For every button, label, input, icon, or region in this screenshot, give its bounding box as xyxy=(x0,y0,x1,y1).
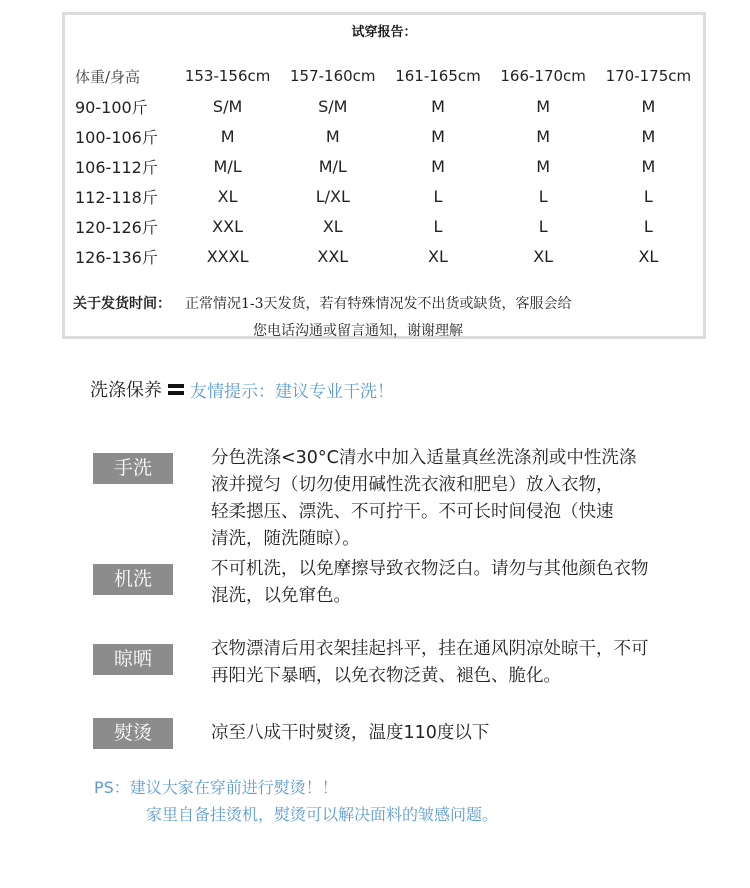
weight-cell: 126-136斤 xyxy=(75,247,158,267)
care-description xyxy=(211,556,731,610)
care-header xyxy=(90,376,394,402)
height-header: 161-165cm xyxy=(395,67,481,85)
size-cell: M xyxy=(641,156,656,176)
size-cell: M xyxy=(431,156,445,176)
size-cell: XXL xyxy=(212,216,244,236)
size-cell: M xyxy=(431,126,445,146)
size-cell: XL xyxy=(533,246,554,266)
care-title: 洗涤保养 xyxy=(90,380,162,401)
size-cell: M/L xyxy=(318,156,347,176)
care-line: 混洗，以免窜色。 xyxy=(211,586,351,606)
shipping-label: 关于发货时间： xyxy=(73,296,171,312)
care-description xyxy=(211,720,731,747)
corner-header: 体重/身高 xyxy=(75,67,141,86)
shipping-line-1: 正常情况1-3天发货，若有特殊情况发不出货或缺货，客服会给 xyxy=(185,296,572,312)
weight-cell: 120-126斤 xyxy=(75,217,158,237)
size-cell: M xyxy=(431,96,445,116)
care-line: 清洗，随洗随晾）。 xyxy=(211,529,360,549)
care-description xyxy=(211,636,731,690)
equals-icon xyxy=(168,381,184,398)
size-chart-table xyxy=(71,61,701,271)
weight-cell: 112-118斤 xyxy=(75,187,158,207)
size-cell: L/XL xyxy=(315,186,350,206)
height-header: 166-170cm xyxy=(500,67,586,85)
ps-line-1: PS：建议大家在穿前进行熨烫！！ xyxy=(94,778,338,797)
size-cell: M xyxy=(220,126,235,146)
size-cell: M xyxy=(641,126,656,146)
care-line: 液并搅匀（切勿使用碱性洗衣液和肥皂）放入衣物， xyxy=(211,475,614,495)
size-cell: M xyxy=(536,156,551,176)
size-cell: L xyxy=(433,216,443,236)
care-line: 分色洗涤<30°C清水中加入适量真丝洗涤剂或中性洗涤 xyxy=(211,448,637,468)
size-cell: S/M xyxy=(212,96,243,116)
care-line: 轻柔摁压、漂洗、不可拧干。不可长时间侵泡（快速 xyxy=(211,502,614,522)
care-tag: 晾晒 xyxy=(93,644,173,675)
size-cell: XXL xyxy=(317,246,349,266)
weight-cell: 90-100斤 xyxy=(75,97,148,117)
care-description xyxy=(211,445,731,553)
table-row xyxy=(71,241,701,271)
table-row xyxy=(71,211,701,241)
table-row xyxy=(71,121,701,151)
size-cell: L xyxy=(538,216,548,236)
care-tip: 友情提示：建议专业干洗！ xyxy=(190,381,394,402)
size-cell: XL xyxy=(217,186,238,206)
table-header-row xyxy=(71,61,701,91)
size-cell: L xyxy=(538,186,548,206)
care-line: 再阳光下暴晒，以免衣物泛黄、褪色、脆化。 xyxy=(211,666,561,686)
height-header: 157-160cm xyxy=(290,67,376,85)
size-cell: L xyxy=(643,216,653,236)
size-cell: M/L xyxy=(213,156,242,176)
size-cell: M xyxy=(641,96,656,116)
size-cell: M xyxy=(325,126,340,146)
ps-line-2: 家里自备挂烫机，熨烫可以解决面料的皱感问题。 xyxy=(146,805,499,824)
size-cell: XXXL xyxy=(206,246,249,266)
size-cell: XL xyxy=(638,246,659,266)
care-tag: 手洗 xyxy=(93,453,173,484)
size-cell: L xyxy=(643,186,653,206)
shipping-line-2: 您电话沟通或留言通知，谢谢理解 xyxy=(253,323,463,339)
table-row xyxy=(71,91,701,121)
size-cell: S/M xyxy=(318,96,348,116)
care-line: 衣物漂清后用衣架挂起抖平，挂在通风阴凉处晾干，不可 xyxy=(211,639,649,659)
care-tag: 机洗 xyxy=(93,564,173,595)
care-line: 不可机洗，以免摩擦导致衣物泛白。请勿与其他颜色衣物 xyxy=(211,559,649,579)
ps-note xyxy=(94,774,498,828)
report-title: 试穿报告： xyxy=(351,25,417,40)
table-row xyxy=(71,181,701,211)
size-cell: XL xyxy=(322,216,343,236)
height-header: 170-175cm xyxy=(605,67,692,85)
care-tag: 熨烫 xyxy=(93,718,173,749)
size-cell: L xyxy=(433,186,443,206)
height-header: 153-156cm xyxy=(184,67,271,85)
weight-cell: 106-112斤 xyxy=(75,157,158,177)
size-cell: M xyxy=(536,96,551,116)
table-row xyxy=(71,151,701,181)
shipping-notice xyxy=(73,291,703,345)
fitting-report-panel xyxy=(62,12,706,339)
size-cell: XL xyxy=(428,246,448,266)
size-cell: M xyxy=(536,126,551,146)
weight-cell: 100-106斤 xyxy=(75,127,158,147)
care-line: 凉至八成干时熨烫，温度110度以下 xyxy=(211,723,490,743)
